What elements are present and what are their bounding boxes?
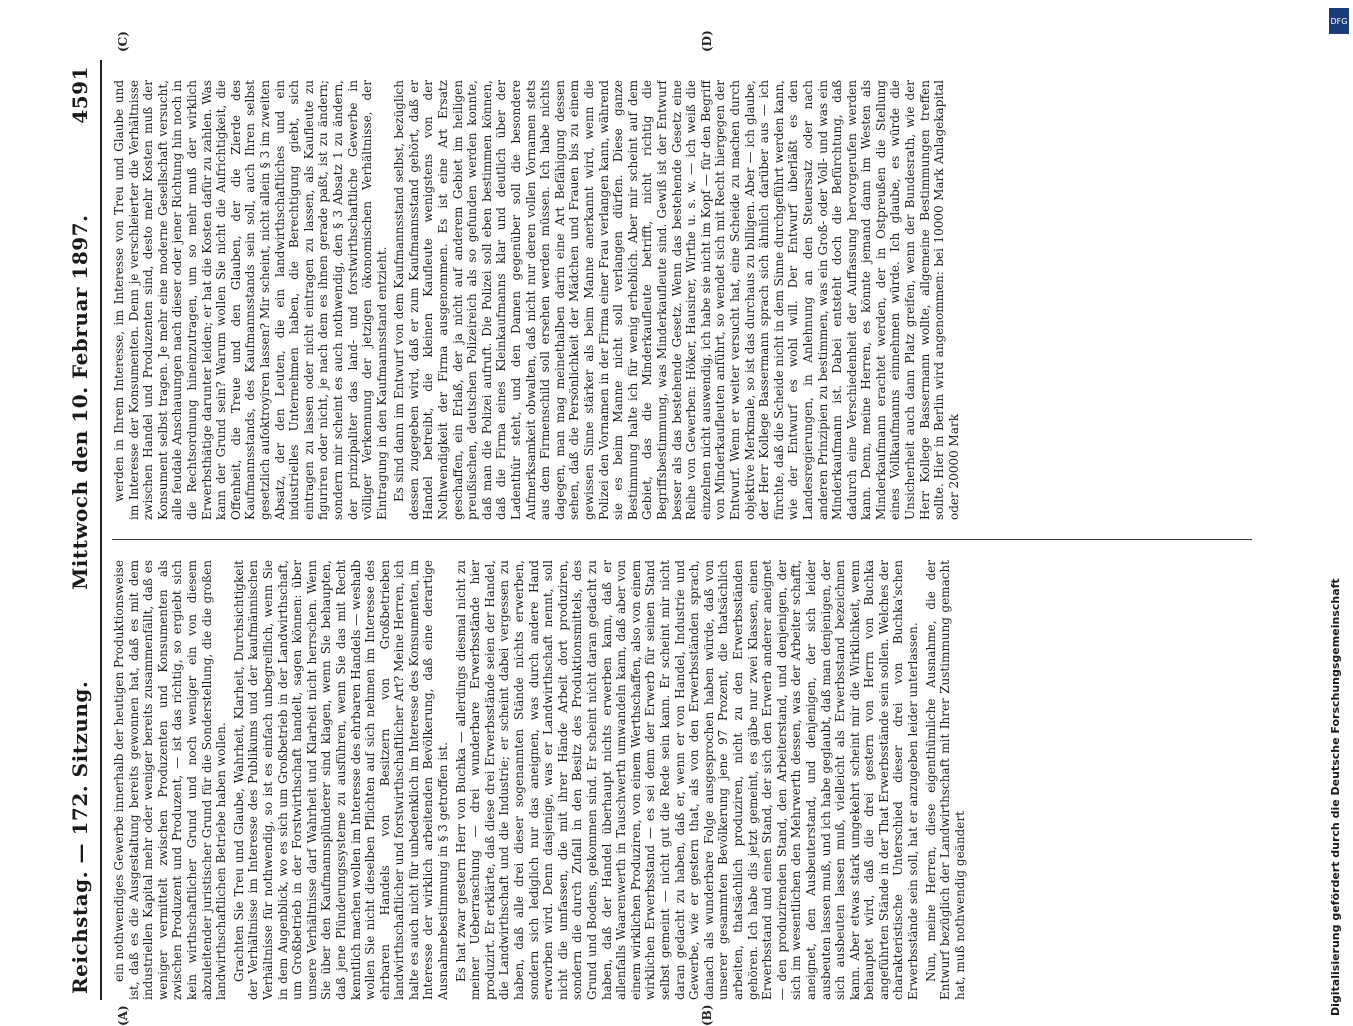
- column-divider: [112, 539, 1252, 540]
- header-session: Reichstag. — 172. Sitzung.: [68, 681, 92, 1000]
- paragraph: Grachten Sie Treu und Glaube, Wahrheit, Klarheit, Durchsichtigkeit der Verhältnisse im Interesse des Publikums und der kaufmännischen Verhältnisse für nothwendig, so ist es einfach unbegreiflich, wenn Sie in dem Augenblick, wo es sich um Großbetrieb in der Landwirthschaft, um Großbetrieb in der Forstwirthschaft handelt, sagen können: über unsere Verhältnisse darf Wahrheit und Klarheit nicht herrschen. Wenn Sie über den Kaufmannsplünderer sind klagen, wenn Sie behaupten, daß jene Plünderungssysteme zu ausführen, wenn Sie das mit Recht kenntlich machen wollen im Interesse des ehrbaren Handels — weshalb wollen Sie nicht dieselben Pflichten auf sich nehmen im Interesse des ehrbaren Handels von Besitzern von Großbetrieben landwirthschaftlicher und forstwirthschaftlicher Art? Meine Herren, ich halte es auch nicht für unbedenklich im Interesse des Konsumenten, im Interesse der wirklich arbeitenden Bevölkerung, daß eine derartige Ausnahmebestimmung in § 3 getroffen ist.: [232, 560, 451, 1000]
- page-number: 4591: [68, 60, 92, 124]
- paragraph: Es sind dann im Entwurf von dem Kaufmannsstand selbst, bezüglich dessen zugegeben wird, daß er zum Kaufmannsstand gehört, daß er Handel betreibt, die kleinen Kaufleute wenigstens von der Nothwendigkeit der Firma ausgenommen. Es ist eine Art Ersatz geschaffen, ein Erlaß, der ja nicht auf anderem Gebiet im heiligen preußischen, deutschen Polizeireich als so gefunden werden konnte, daß man die Polizei aufruft. Die Polizei soll eben bestimmen können, daß die Firma eines Kleinkaufmanns klar und deutlich über der Ladenthür steht, und den Damen gegenüber soll die besondere Aufmerksamkeit obwalten, daß nicht nur deren vollen Vornamen stets aus dem Firmenschild soll ersehen werden müssen. Ich habe nichts dagegen, man mag meinethalben darin eine Art Befähigung dessen sehen, daß die Persönlichkeit der Mädchen und Frauen bis zu einem gewissen Sinne stärker als beim Manne anerkannt wird, wenn die Polizei den Vornamen in der Firma einer Frau verlangen kann, während sie es beim Manne nicht soll verlangen dürfen. Diese ganze Bestimmung halte ich für wenig erheblich. Aber mir scheint auf dem Gebiet, das die Minderkaufleute betrifft, nicht richtig die Begriffsbestimmung, was Minderkaufleute sind. Gewiß ist der Entwurf besser als das bestehende Gesetz. Wenn das bestehende Gesetz eine Reihe von Gewerben: Höker, Hausirer, Wirthe u. s. w. — ich weiß die einzelnen nicht auswendig, ich habe sie nicht im Kopf — für den Begriff von Minderkaufleuten anführt, so wendet sich mit Recht hiergegen der Entwurf. Wenn er weiter versucht hat, eine Scheide zu machen durch objektive Merkmale, so ist das durchaus zu billigen. Aber — ich glaube, der Herr Kollege Bassermann sprach sich ähnlich darüber aus — ich fürchte, daß die Scheide nicht in dem Sinne durchgeführt werden kann, wie der Entwurf es wohl will. Der Entwurf überläßt es den Landesregierungen, in Anlehnung an den Steuersatz oder nach anderen Prinzipien zu bestimmen, was ein Groß- oder Voll- und was ein Minderkaufmann ist. Dabei entsteht doch die Befürchtung, daß dadurch eine Verschiedenheit der Auffassung hervorgerufen werden kann. Denn, meine Herren, es könnte jemand dann im Westen als Minderkaufmann erachtet werden, der in Ostpreußen die Stellung eines Vollkaufmanns einnehmen würde. Ich glaube, es würde die Unsicherheit auch dann Platz greifen, wenn der Bundesrath, wie der Herr Kollege Bassermann wollte, allgemeine Bestimmungen treffen sollte. Hier in Berlin wird angenommen: bei 10000 Mark Anlagekapital oder 20000 Mark: [392, 80, 961, 520]
- paragraph: Nun, meine Herren, diese eigenthümliche Ausnahme, die der Entwurf bezüglich der Landwirthschaft mit Ihrer Zustimmung gemacht hat, muß nothwendig geändert: [924, 560, 968, 1000]
- marker-c: (C): [116, 31, 130, 52]
- marker-b: (B): [700, 1005, 714, 1026]
- marker-d: (D): [700, 30, 714, 52]
- header-date: Mittwoch den 10. Februar 1897.: [68, 214, 92, 589]
- paragraph: ein nothwendiges Gewerbe innerhalb der heutigen Produktionsweise ist, daß es die Ausgestaltung bereits gewonnen hat, daß es mit dem industriellen Kapital mehr oder weniger bereits zusammenfällt, daß es weniger vermittelt zwischen Produzenten und Konsumenten als zwischen Produzent und Produzent, — ist das richtig, so ergiebt sich kein wirthschaftlicher Grund und noch weniger ein von diesem abzuleitender juristischer Grund für die Sonderstellung, die die großen landwirthschaftlichen Betriebe haben wollen.: [112, 560, 229, 1000]
- paragraph: werden in Ihrem Interesse, im Interesse von Treu und Glaube und im Interesse der Konsumenten. Denn je verschleierter die Verhältnisse zwischen Handel und Produzenten sind, desto mehr Kosten muß der Konsument selbst tragen. Je mehr eine moderne Gesellschaft versucht, alle feudale Anschauungen nach dieser oder jener Richtung hin noch in die Rechtsordnung hineinzutragen, um so mehr muß der wirklich Erwerbsthätige darunter leiden; er hat die Kosten dafür zu zahlen. Was kann der Grund sein? Warum wollen Sie nicht die Aufrichtigkeit, die Offenheit, die Treue und den Glauben, der die Zierde des Kaufmannsstands, des Kaufmannsstands sein soll, auch Ihren selbst gesetzlich aufoktroyiren lassen? Mir scheint, nicht allein § 3 im zweiten Absatz, der den Leuten, die ein landwirthschaftliches und ein industrielles Unternehmen haben, die Berechtigung giebt, sich eintragen zu lassen oder nicht eintragen zu lassen, als Kaufleute zu figuriren oder nicht, je nach dem es ihnen gerade paßt, ist zu ändern; sondern mir scheint es auch nothwendig, den § 3 Absatz 1 zu ändern, der prinzipaliter das land- und forstwirthschaftliche Gewerbe in völliger Verkennung der jetzigen ökonomischen Verhältnisse, der Eintragung in den Kaufmannsstand entzieht.: [112, 80, 389, 520]
- text-column-left: [112, 560, 1252, 1000]
- dfg-logo-icon: [1329, 8, 1349, 34]
- digitization-credit: Digitalisierung gefördert durch die Deutsche Forschungsgemeinschaft: [1329, 40, 1347, 1016]
- paragraph: Es hat zwar gestern Herr von Buchka — allerdings diesmal nicht zu meiner Ueberraschung — drei wunderbare Erwerbsstände hier produzirt. Er erklärte, daß diese drei Erwerbsstände seien der Handel, die Landwirthschaft und die Industrie; er scheint dabei vergessen zu haben, daß alle drei dieser sogenannten Stände nichts erwerben, sondern sich lediglich nur das aneignen, was durch andere Hand erworben wird. Denn dasjenige, was er Landwirthschaft nennt, soll nicht die umfassen, die mit ihrer Hände Arbeit dort produziren, sondern die durch Zufall in den Besitz des Produktionsmittels, des Grund und Bodens, gekommen sind. Er scheint nicht daran gedacht zu haben, daß der Handel überhaupt nichts erwerben kann, daß er allenfalls Waarenwerth in Tauschwerth umwandeln kann, daß aber von einem wirklichen Produziren, von einem Werthschaffen, also von einem wirklichen Erwerbsstand — es sei denn der Erwerb für seinen Stand selbst gemeint — nicht gut die Rede sein kann. Er scheint mir nicht daran gedacht zu haben, daß er, wenn er von Handel, Industrie und Gewerbe, wie er gestern that, als von den Erwerbsständen sprach, danach als wunderbare Folge ausgesprochen haben würde, daß von unserer gesammten Bevölkerung jene 97 Prozent, die thatsächlich arbeiten, thatsächlich produziren, nicht zu den Erwerbsständen gehören. Ich habe dis jetzt gemeint, es gäbe nur zwei Klassen, einen Erwerbsstand und einen Stand, der sich den Erwerb anderer aneignet — den produzirenden Stand, den Arbeiterstand, und denjenigen, der sich im wesentlichen den Mehrwerth dessen, was der Arbeiter schafft, aneignet, den Ausbeuterstand, und denjenigen, der sich leider ausbeuten lassen muß, und ich habe geglaubt, daß man denjenigen, der sich ausbeuten lassen muß, vielleicht als Erwerbsstand bezeichnen kann. Aber etwas stark umgekehrt scheint mir die Wirklichkeit, wenn behauptet wird, daß die drei gestern von Herrn von Buchka angeführten Stände in der That Erwerbsstände sein sollen. Welches der charakteristische Unterschied dieser drei von Buchka'schen Erwerbsstände sein soll, hat er anzugeben leider unterlassen.: [454, 560, 921, 1000]
- page-header: [60, 60, 102, 1000]
- text-column-right: [112, 80, 1252, 520]
- marker-a: (A): [116, 1005, 130, 1026]
- logo-text: DFG: [1331, 17, 1348, 26]
- rotated-page: [60, 60, 1260, 1000]
